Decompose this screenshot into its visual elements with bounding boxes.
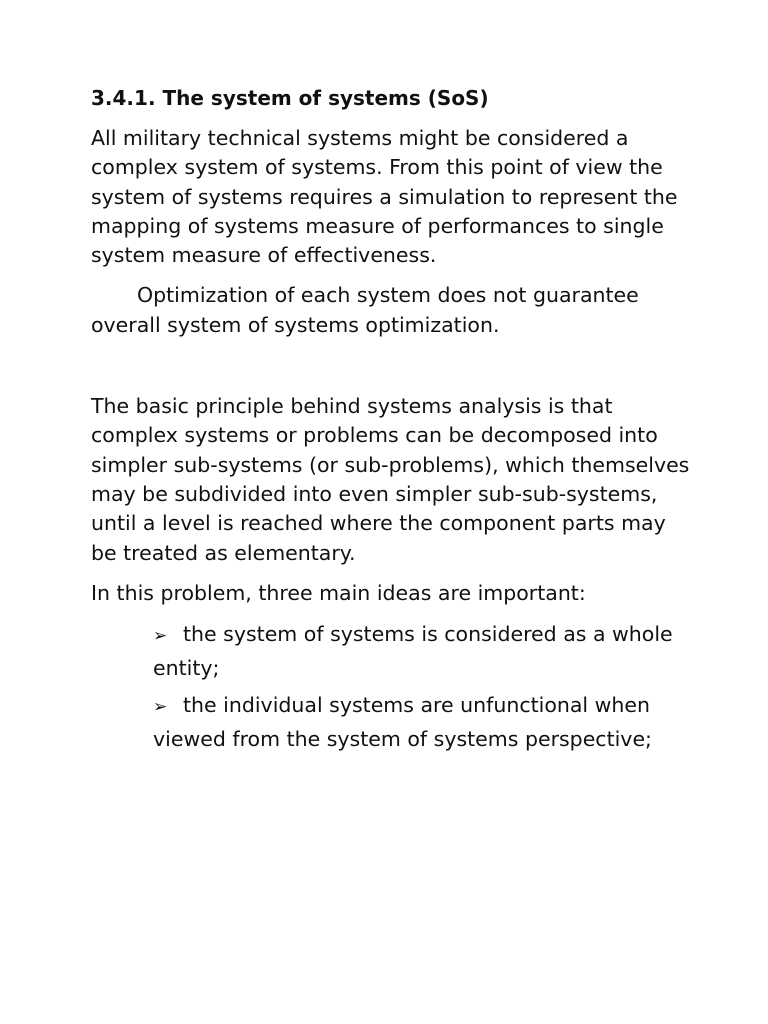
- list-item: [153, 619, 691, 684]
- main-ideas-list: [91, 619, 691, 755]
- arrow-bullet-icon: ➢: [153, 697, 168, 718]
- list-item: [153, 690, 691, 755]
- paragraph-systems-analysis: The basic principle behind systems analysis is that complex systems or problems can be decomposed into simpler sub-systems (or sub-problems), which themselves may be subdivided into even simpler sub-sub-systems, until a level is reached where the component parts may be treated as elementary.: [91, 394, 690, 565]
- list-item-text: the system of systems is considered as a whole entity;: [153, 622, 673, 680]
- section-heading: 3.4.1. The system of systems (SoS): [91, 86, 489, 110]
- paragraph-sos-definition: All military technical systems might be considered a complex system of systems. From this point of view the system of systems requires a simulation to represent the mapping of systems measure of performances to single system measure of effectiveness.: [91, 126, 678, 268]
- arrow-bullet-icon: ➢: [153, 626, 168, 647]
- document-page: [91, 84, 691, 761]
- paragraph-optimization: Optimization of each system does not guarantee overall system of systems optimization.: [91, 283, 639, 337]
- list-item-text: the individual systems are unfunctional when viewed from the system of systems perspective;: [153, 693, 652, 751]
- paragraph-main-ideas-intro: In this problem, three main ideas are important:: [91, 580, 586, 605]
